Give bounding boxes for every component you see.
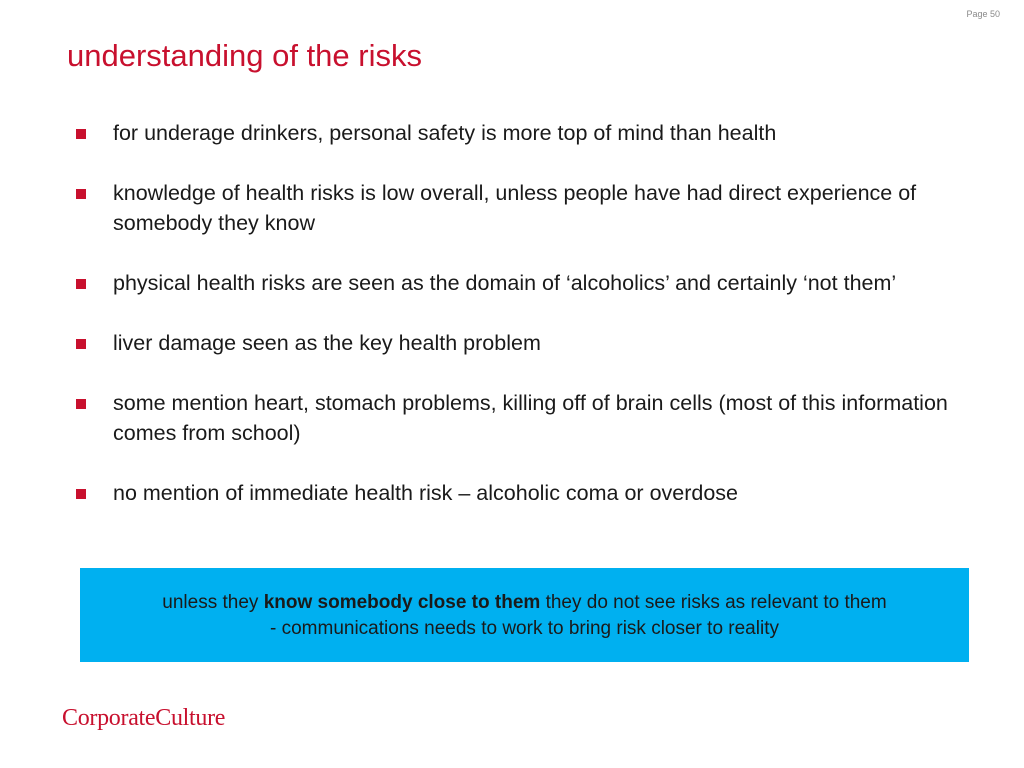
callout-line-2: - communications needs to work to bring risk closer to reality <box>270 618 779 639</box>
callout-text-before: unless they <box>162 592 264 613</box>
bullet-item <box>75 268 955 298</box>
bullet-text: physical health risks are seen as the domain of ‘alcoholics’ and certainly ‘not them’ <box>113 271 897 295</box>
bullet-marker-icon <box>76 339 86 349</box>
bullet-marker-icon <box>76 279 86 289</box>
bullet-item <box>75 328 955 358</box>
bullet-item <box>75 388 955 448</box>
bullet-marker-icon <box>76 489 86 499</box>
bullet-text: for underage drinkers, personal safety is more top of mind than health <box>113 121 777 145</box>
bullet-item <box>75 478 955 508</box>
callout-line-1 <box>80 590 969 616</box>
page-number: Page 50 <box>966 9 1000 19</box>
bullet-item <box>75 118 955 148</box>
company-logo: CorporateCulture <box>62 705 226 731</box>
bullet-list <box>75 118 955 538</box>
bullet-text: knowledge of health risks is low overall, unless people have had direct experience of somebody they know <box>113 181 917 235</box>
callout-text-after: they do not see risks as relevant to them <box>540 592 887 613</box>
bullet-text: liver damage seen as the key health problem <box>113 331 541 355</box>
slide-title: understanding of the risks <box>67 38 422 73</box>
bullet-text: some mention heart, stomach problems, killing off of brain cells (most of this information comes from school) <box>113 391 948 445</box>
bullet-text: no mention of immediate health risk – alcoholic coma or overdose <box>113 481 739 505</box>
bullet-marker-icon <box>76 189 86 199</box>
callout-box <box>80 568 969 662</box>
bullet-marker-icon <box>76 399 86 409</box>
callout-text-bold: know somebody close to them <box>263 592 541 613</box>
bullet-item <box>75 178 955 238</box>
bullet-marker-icon <box>76 129 86 139</box>
